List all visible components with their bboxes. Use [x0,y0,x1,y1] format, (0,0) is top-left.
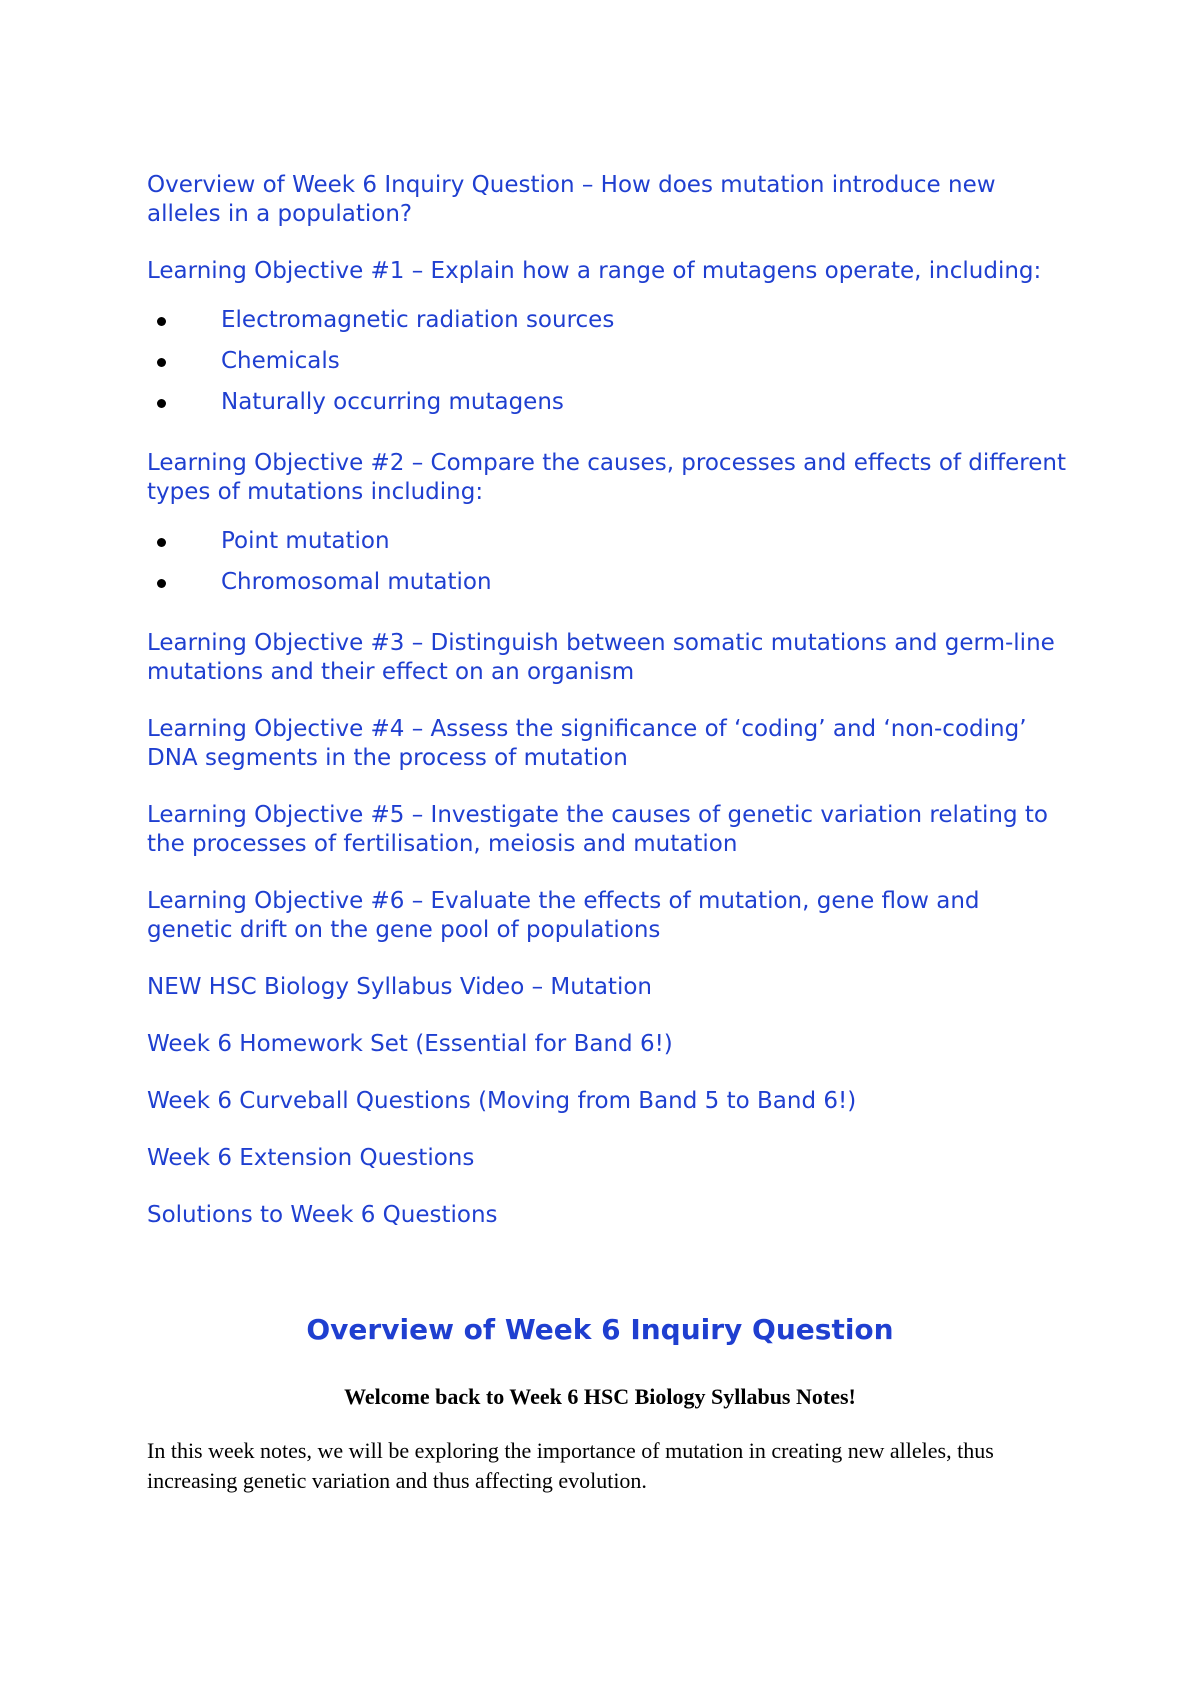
toc-link-extension-questions[interactable]: Week 6 Extension Questions [147,1145,475,1171]
list-item-label: Naturally occurring mutagens [221,389,564,415]
list-item[interactable] [147,562,1067,603]
toc-link-curveball-questions[interactable]: Week 6 Curveball Questions (Moving from Band 5 to Band 6!) [147,1088,857,1114]
toc-link-learning-objective-5[interactable]: Learning Objective #5 – Investigate the causes of genetic variation relating to the processes of fertilisation, meiosis and mutation [147,802,1048,857]
toc-link-learning-objective-2[interactable]: Learning Objective #2 – Compare the causes, processes and effects of different types of mutations including: [147,450,1066,505]
lo1-bullet-list [147,300,1067,423]
lo2-bullet-list [147,521,1067,603]
toc-link-homework-set[interactable]: Week 6 Homework Set (Essential for Band 6!) [147,1031,673,1057]
toc-link-learning-objective-4[interactable]: Learning Objective #4 – Assess the significance of ‘coding’ and ‘non-coding’ DNA segments in the process of mutation [147,716,1027,771]
list-item-label: Chromosomal mutation [221,569,492,595]
table-of-contents [147,171,1067,1258]
list-item-label: Point mutation [221,528,390,554]
intro-paragraph: In this week notes, we will be exploring the importance of mutation in creating new alleles, thus increasing genetic variation and thus affecting evolution. [147,1438,994,1493]
toc-link-learning-objective-1[interactable]: Learning Objective #1 – Explain how a range of mutagens operate, including: [147,258,1042,284]
toc-link-overview[interactable]: Overview of Week 6 Inquiry Question – How does mutation introduce new alleles in a population? [147,172,996,227]
bullet-icon [157,358,166,367]
list-item[interactable] [147,300,1067,341]
list-item-label: Electromagnetic radiation sources [221,307,615,333]
section-heading: Overview of Week 6 Inquiry Question [306,1313,894,1346]
welcome-text: Welcome back to Week 6 HSC Biology Syllabus Notes! [344,1384,856,1409]
list-item[interactable] [147,341,1067,382]
bullet-icon [157,399,166,408]
toc-link-syllabus-video[interactable]: NEW HSC Biology Syllabus Video – Mutation [147,974,652,1000]
list-item-label: Chemicals [221,348,340,374]
toc-link-solutions[interactable]: Solutions to Week 6 Questions [147,1202,498,1228]
bullet-icon [157,579,166,588]
list-item[interactable] [147,521,1067,562]
toc-link-learning-objective-6[interactable]: Learning Objective #6 – Evaluate the effects of mutation, gene flow and genetic drift on the gene pool of populations [147,888,980,943]
toc-link-learning-objective-3[interactable]: Learning Objective #3 – Distinguish between somatic mutations and germ-line mutations and their effect on an organism [147,630,1055,685]
bullet-icon [157,538,166,547]
bullet-icon [157,317,166,326]
list-item[interactable] [147,382,1067,423]
